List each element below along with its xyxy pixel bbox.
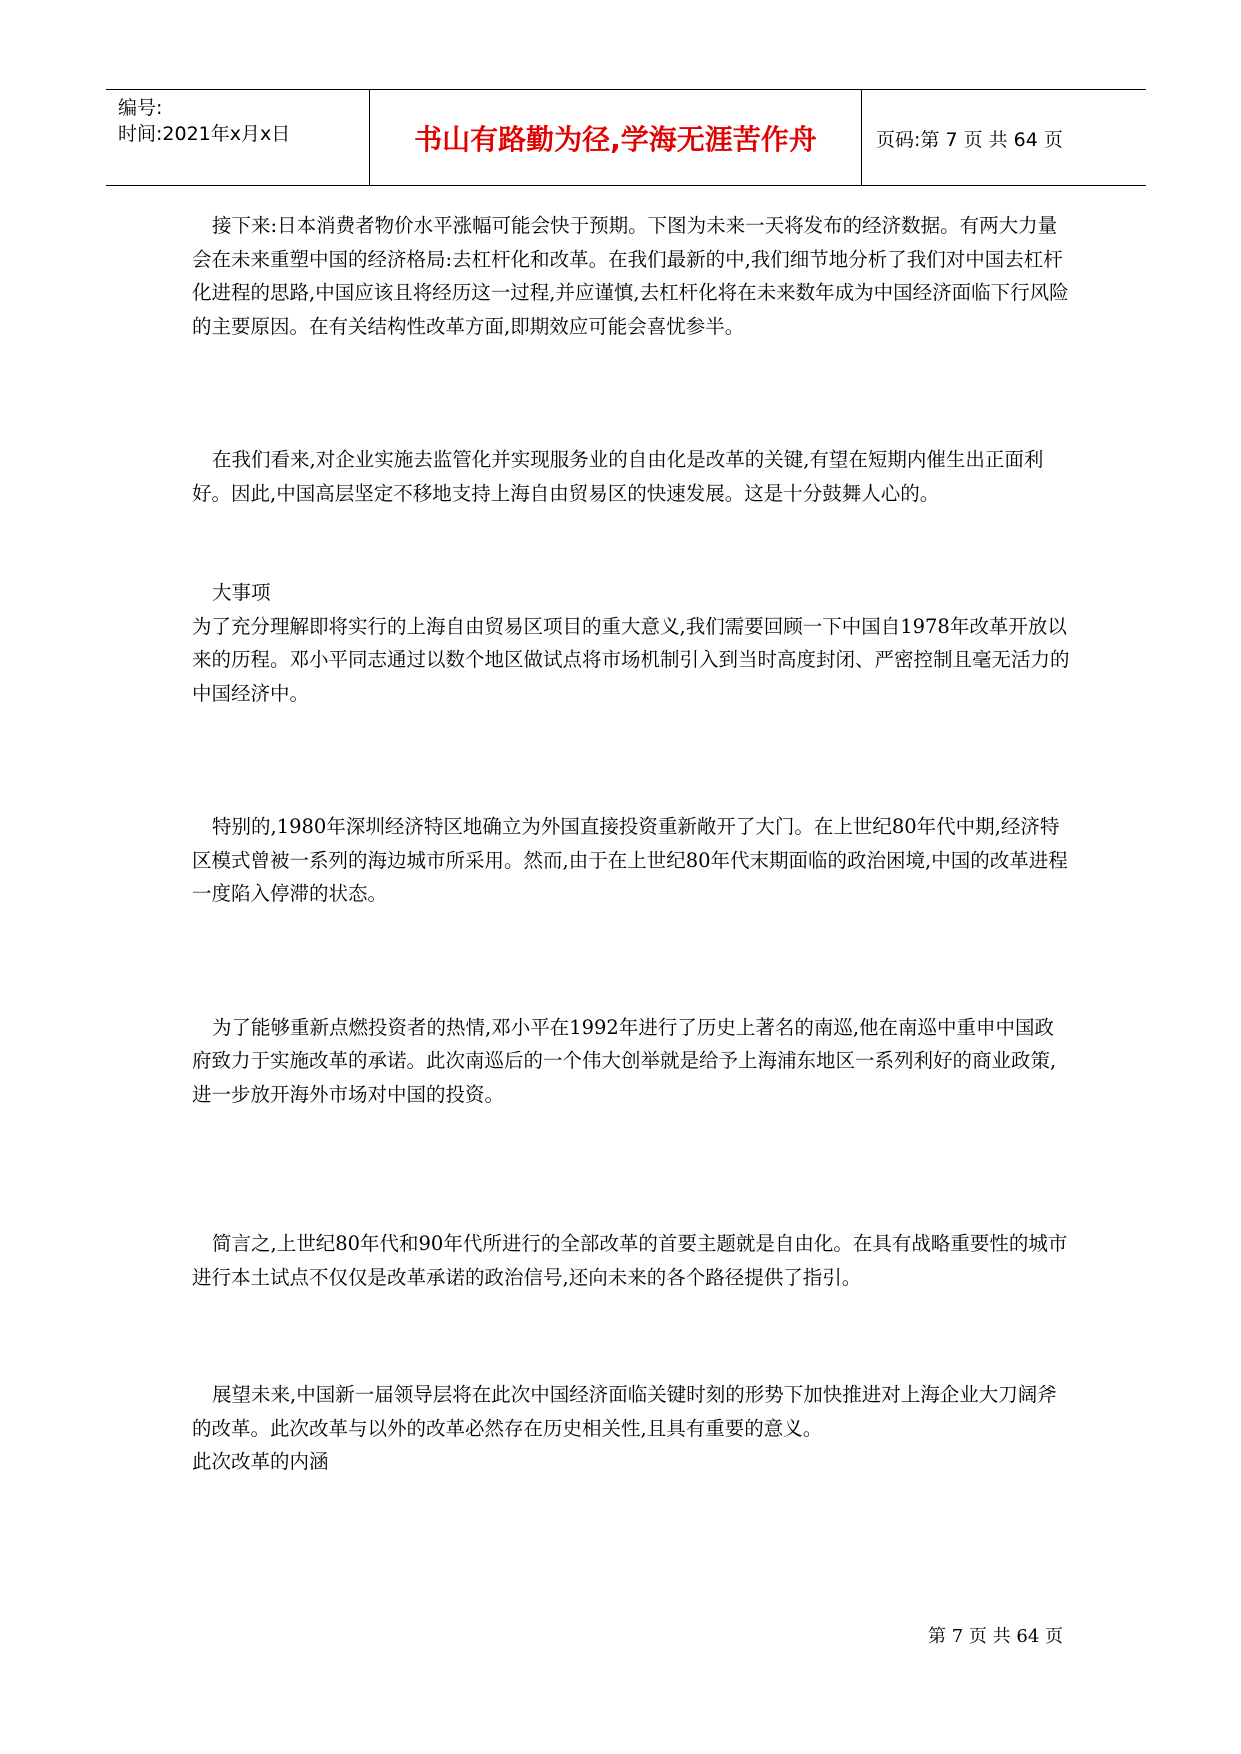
section-heading: 大事项 bbox=[212, 581, 271, 604]
header-motto: 书山有路勤为径,学海无涯苦作舟 bbox=[414, 123, 817, 156]
document-body bbox=[192, 209, 1072, 1479]
page-footer: 第 7 页 共 64 页 bbox=[928, 1626, 1063, 1647]
paragraph: 简言之,上世纪80年代和90年代所进行的全部改革的首要主题就是自由化。在具有战略重要性的城市进行本土试点不仅仅是改革承诺的政治信号,还向未来的各个路径提供了指引。 bbox=[192, 1232, 1068, 1289]
paragraph: 为了充分理解即将实行的上海自由贸易区项目的重大意义,我们需要回顾一下中国自1978年改革开放以来的历程。邓小平同志通过以数个地区做试点将市场机制引入到当时高度封闭、严密控制且毫无活力的中国经济中。 bbox=[192, 614, 1070, 705]
document-number-label: 编号: bbox=[118, 97, 163, 119]
paragraph: 为了能够重新点燃投资者的热情,邓小平在1992年进行了历史上著名的南巡,他在南巡中重申中国政府致力于实施改革的承诺。此次南巡后的一个伟大创举就是给予上海浦东地区一系列利好的商业政策,进一步放开海外市场对中国的投资。 bbox=[192, 1015, 1057, 1106]
paragraph: 在我们看来,对企业实施去监管化并实现服务业的自由化是改革的关键,有望在短期内催生出正面利好。因此,中国高层坚定不移地支持上海自由贸易区的快速发展。这是十分鼓舞人心的。 bbox=[192, 448, 1044, 505]
header-page-cell bbox=[862, 90, 1146, 185]
paragraph: 特别的,1980年深圳经济特区地确立为外国直接投资重新敞开了大门。在上世纪80年代中期,经济特区模式曾被一系列的海边城市所采用。然而,由于在上世纪80年代末期面临的政治困境,中国的改革进程一度陷入停滞的状态。 bbox=[192, 815, 1068, 905]
document-time-label: 时间:2021年x月x日 bbox=[118, 123, 291, 145]
section-heading: 此次改革的内涵 bbox=[192, 1450, 329, 1473]
header-page-number: 页码:第 7 页 共 64 页 bbox=[876, 129, 1063, 151]
page-header bbox=[106, 89, 1146, 186]
header-meta-cell bbox=[106, 90, 370, 185]
paragraph: 展望未来,中国新一届领导层将在此次中国经济面临关键时刻的形势下加快推进对上海企业大刀阔斧的改革。此次改革与以外的改革必然存在历史相关性,且具有重要的意义。 bbox=[192, 1383, 1057, 1440]
header-motto-cell bbox=[370, 90, 862, 185]
paragraph: 接下来:日本消费者物价水平涨幅可能会快于预期。下图为未来一天将发布的经济数据。有两大力量会在未来重塑中国的经济格局:去杠杆化和改革。在我们最新的中,我们细节地分析了我们对中国去杠杆化进程的思路,中国应该且将经历这一过程,并应谨慎,去杠杆化将在未来数年成为中国经济面临下行风险的主要原因。在有关结构性改革方面,即期效应可能会喜忧参半。 bbox=[192, 214, 1069, 338]
